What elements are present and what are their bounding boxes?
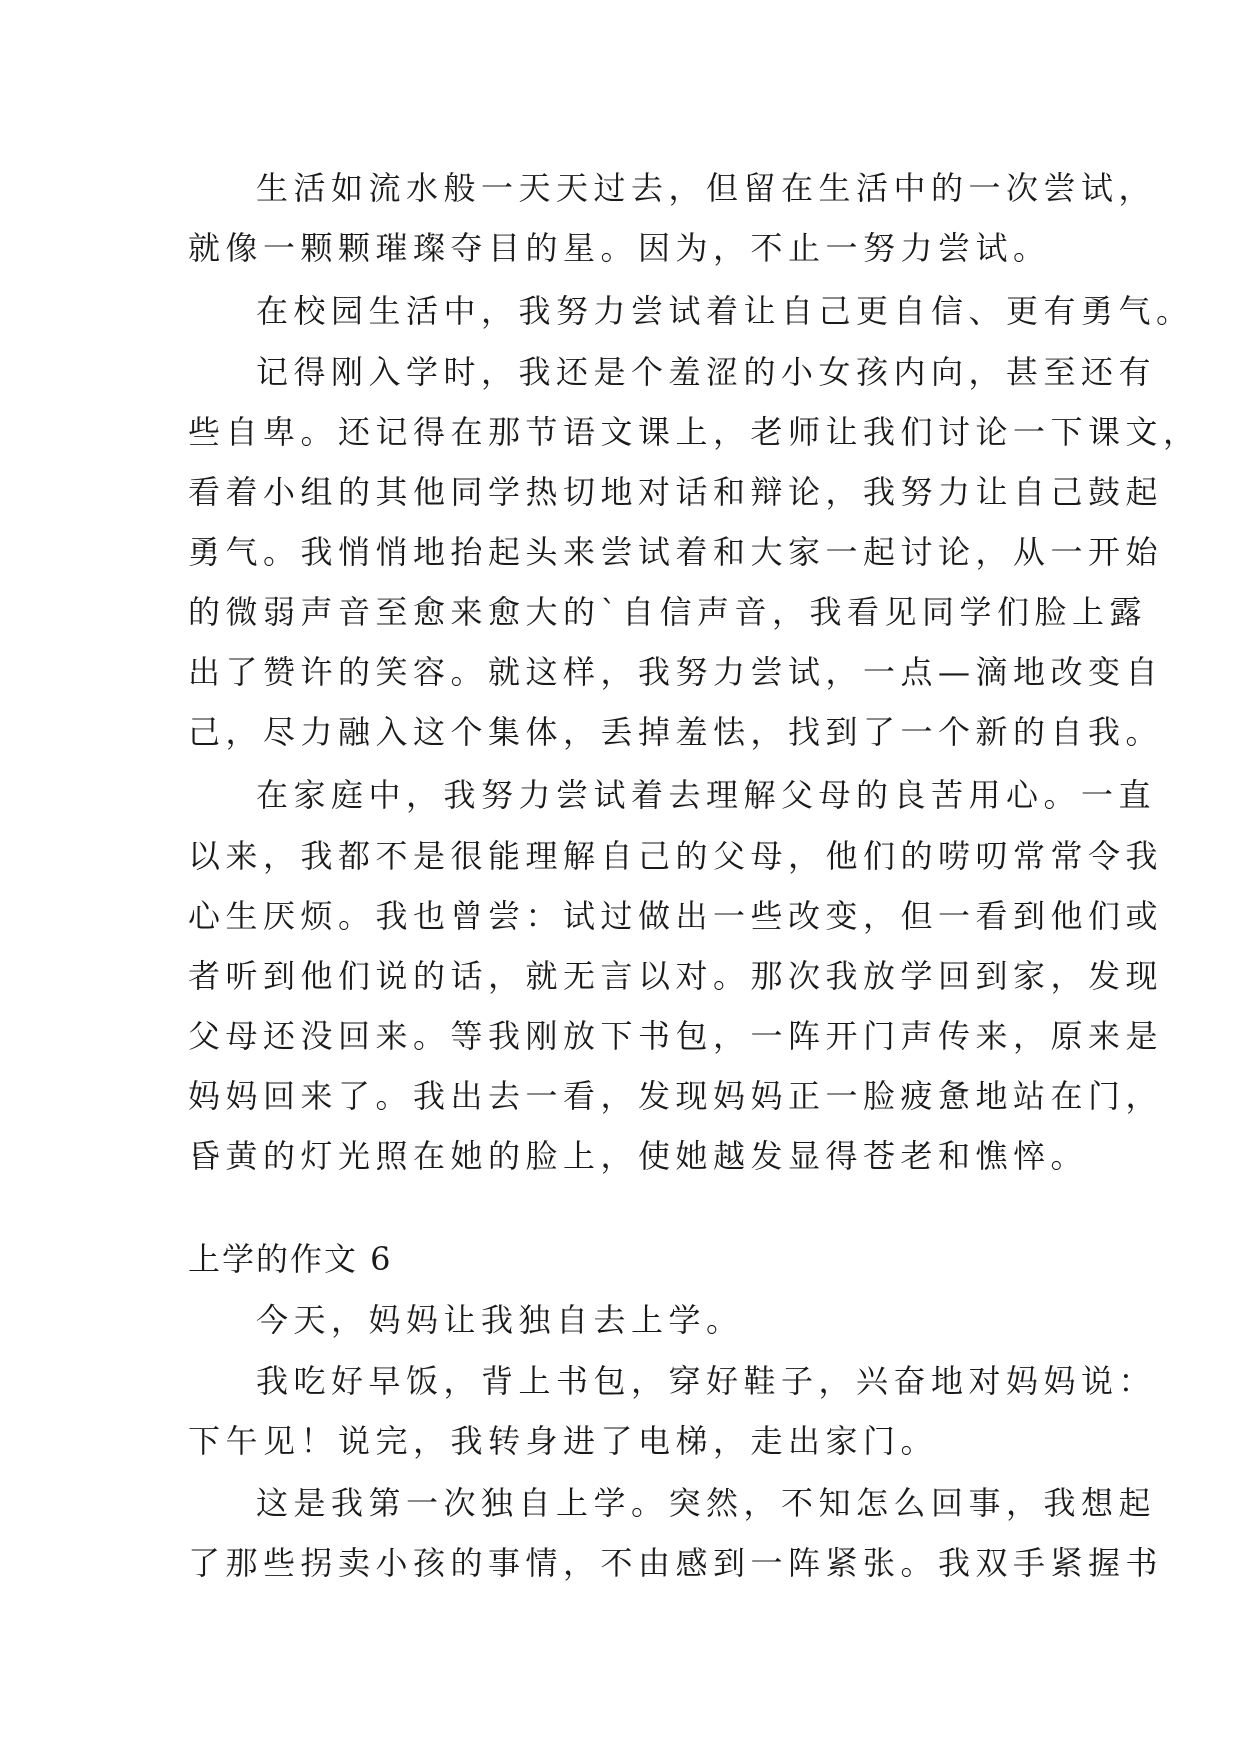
- paragraph-line: 今天，妈妈让我独自去上学。: [256, 1301, 744, 1339]
- paragraph-line: 记得刚入学时，我还是个羞涩的小女孩内向，甚至还有: [256, 353, 1157, 391]
- paragraph-line: 了那些拐卖小孩的事情，不由感到一阵紧张。我双手紧握书: [188, 1544, 1164, 1582]
- paragraph-line: 些自卑。还记得在那节语文课上，老师让我们讨论一下课文，: [188, 413, 1201, 451]
- paragraph-line: 在校园生活中，我努力尝试着让自己更自信、更有勇气。: [256, 292, 1194, 330]
- paragraph-line: 者听到他们说的话，就无言以对。那次我放学回到家，发现: [188, 957, 1164, 995]
- paragraph-line: 在家庭中，我努力尝试着去理解父母的良苦用心。一直: [256, 776, 1157, 814]
- paragraph-line: 心生厌烦。我也曾尝：试过做出一些改变，但一看到他们或: [188, 897, 1164, 935]
- paragraph-line: 己，尽力融入这个集体，丢掉羞怯，找到了一个新的自我。: [188, 713, 1164, 751]
- paragraph-line: 出了赞许的笑容。就这样，我努力尝试，一点—滴地改变自: [188, 653, 1164, 691]
- paragraph-line: 看着小组的其他同学热切地对话和辩论，我努力让自己鼓起: [188, 473, 1164, 511]
- paragraph-line: 我吃好早饭，背上书包，穿好鞋子，兴奋地对妈妈说：: [256, 1362, 1157, 1400]
- paragraph-line: 勇气。我悄悄地抬起头来尝试着和大家一起讨论，从一开始: [188, 533, 1164, 571]
- paragraph-line: 就像一颗颗璀璨夺目的星。因为，不止一努力尝试。: [188, 229, 1051, 267]
- paragraph-line: 生活如流水般一天天过去，但留在生活中的一次尝试，: [256, 169, 1157, 207]
- paragraph-line: 昏黄的灯光照在她的脸上，使她越发显得苍老和憔悴。: [188, 1137, 1089, 1175]
- paragraph-line: 下午见！说完，我转身进了电梯，走出家门。: [188, 1422, 939, 1460]
- paragraph-line: 妈妈回来了。我出去一看，发现妈妈正一脸疲惫地站在门，: [188, 1077, 1164, 1115]
- paragraph-line: 以来，我都不是很能理解自己的父母，他们的唠叨常常令我: [188, 837, 1164, 875]
- paragraph-line: 这是我第一次独自上学。突然，不知怎么回事，我想起: [256, 1484, 1157, 1522]
- section-heading: 上学的作文 6: [188, 1240, 393, 1278]
- paragraph-line: 父母还没回来。等我刚放下书包，一阵开门声传来，原来是: [188, 1017, 1164, 1055]
- paragraph-line: 的微弱声音至愈来愈大的`自信声音，我看见同学们脸上露: [188, 593, 1148, 631]
